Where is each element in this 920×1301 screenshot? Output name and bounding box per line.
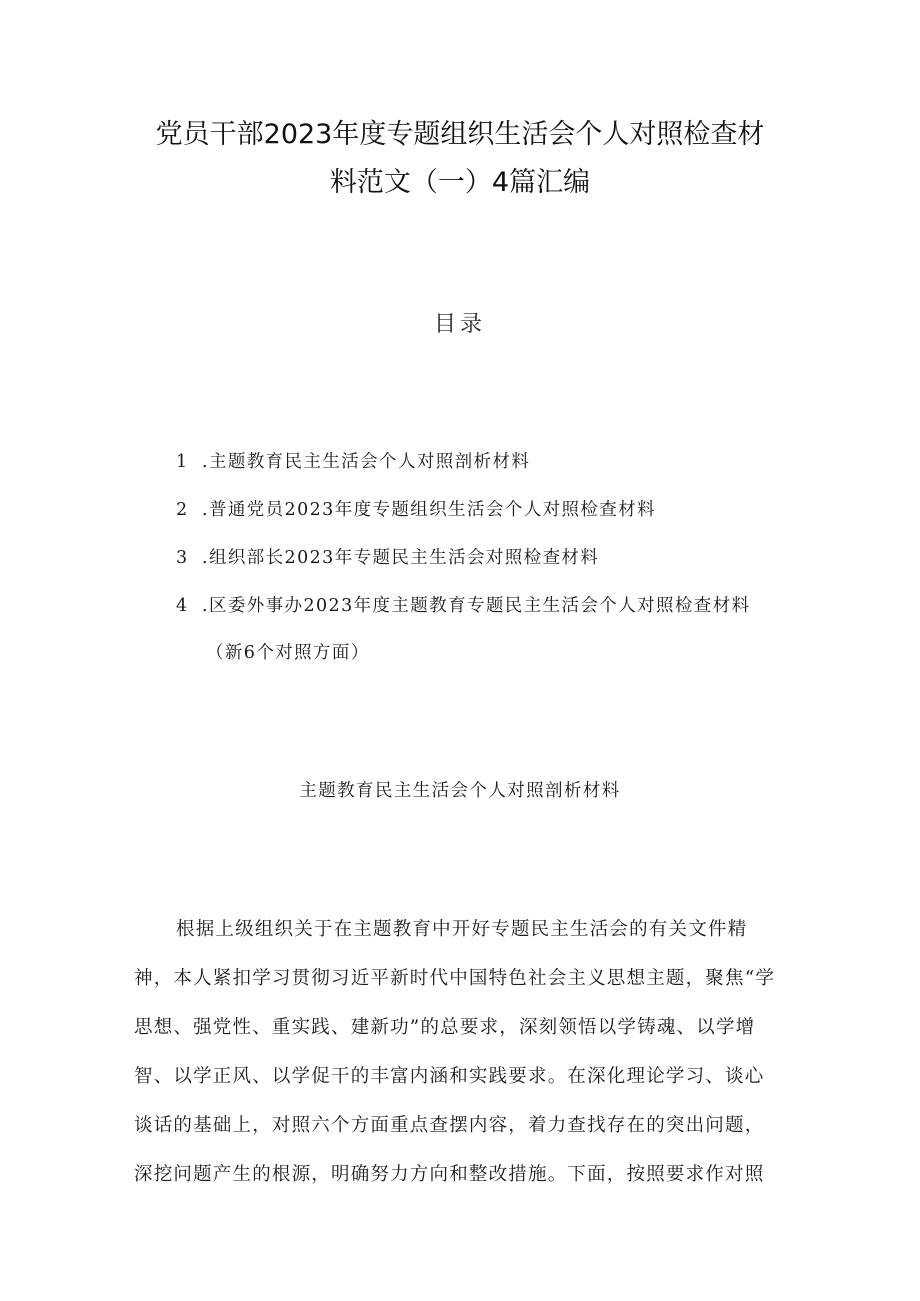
document-title-line-1: 党员干部2023年度专题组织生活会个人对照检查材 [155, 119, 765, 150]
body-paragraph-line: 智、以学正风、以学促干的丰富内涵和实践要求。在深化理论学习、谈心 [134, 1066, 765, 1087]
toc-item-label: .普通党员2023年度专题组织生活会个人对照检查材料 [202, 500, 656, 520]
body-paragraph-line: 谈话的基础上，对照六个方面重点查摆内容，着力查找存在的突出问题， [134, 1115, 765, 1136]
toc-item-4-continuation: （新6个对照方面） [206, 643, 370, 663]
body-paragraph-line: 神，本人紧扣学习贯彻习近平新时代中国特色社会主义思想主题，聚焦“学 [134, 968, 776, 989]
toc-item-label: .区委外事办2023年度主题教育专题民主生活会个人对照检查材料 [202, 596, 751, 616]
toc-heading: 目录 [433, 312, 486, 337]
toc-item-number: 1 [176, 452, 189, 472]
toc-item-1[interactable] [176, 448, 530, 473]
body-paragraph-line: 根据上级组织关于在主题教育中开好专题民主生活会的有关文件精 [176, 919, 748, 940]
document-title-line-2: 料范文（一）4篇汇编 [329, 167, 591, 198]
toc-item-4[interactable] [176, 592, 751, 617]
toc-item-label: .组织部长2023年专题民主生活会对照检查材料 [202, 548, 600, 568]
toc-item-number: 4 [176, 596, 189, 616]
toc-item-2[interactable] [176, 496, 656, 521]
body-paragraph-line: 深挖问题产生的根源，明确努力方向和整改措施。下面，按照要求作对照 [134, 1164, 765, 1185]
toc-item-3[interactable] [176, 544, 599, 569]
section-title: 主题教育民主生活会个人对照剖析材料 [299, 781, 621, 801]
toc-item-number: 2 [176, 500, 189, 520]
body-paragraph-line: 思想、强党性、重实践、建新功”的总要求，深刻领悟以学铸魂、以学增 [134, 1017, 756, 1038]
toc-item-number: 3 [176, 548, 189, 568]
toc-item-label: .主题教育民主生活会个人对照剖析材料 [202, 452, 531, 472]
